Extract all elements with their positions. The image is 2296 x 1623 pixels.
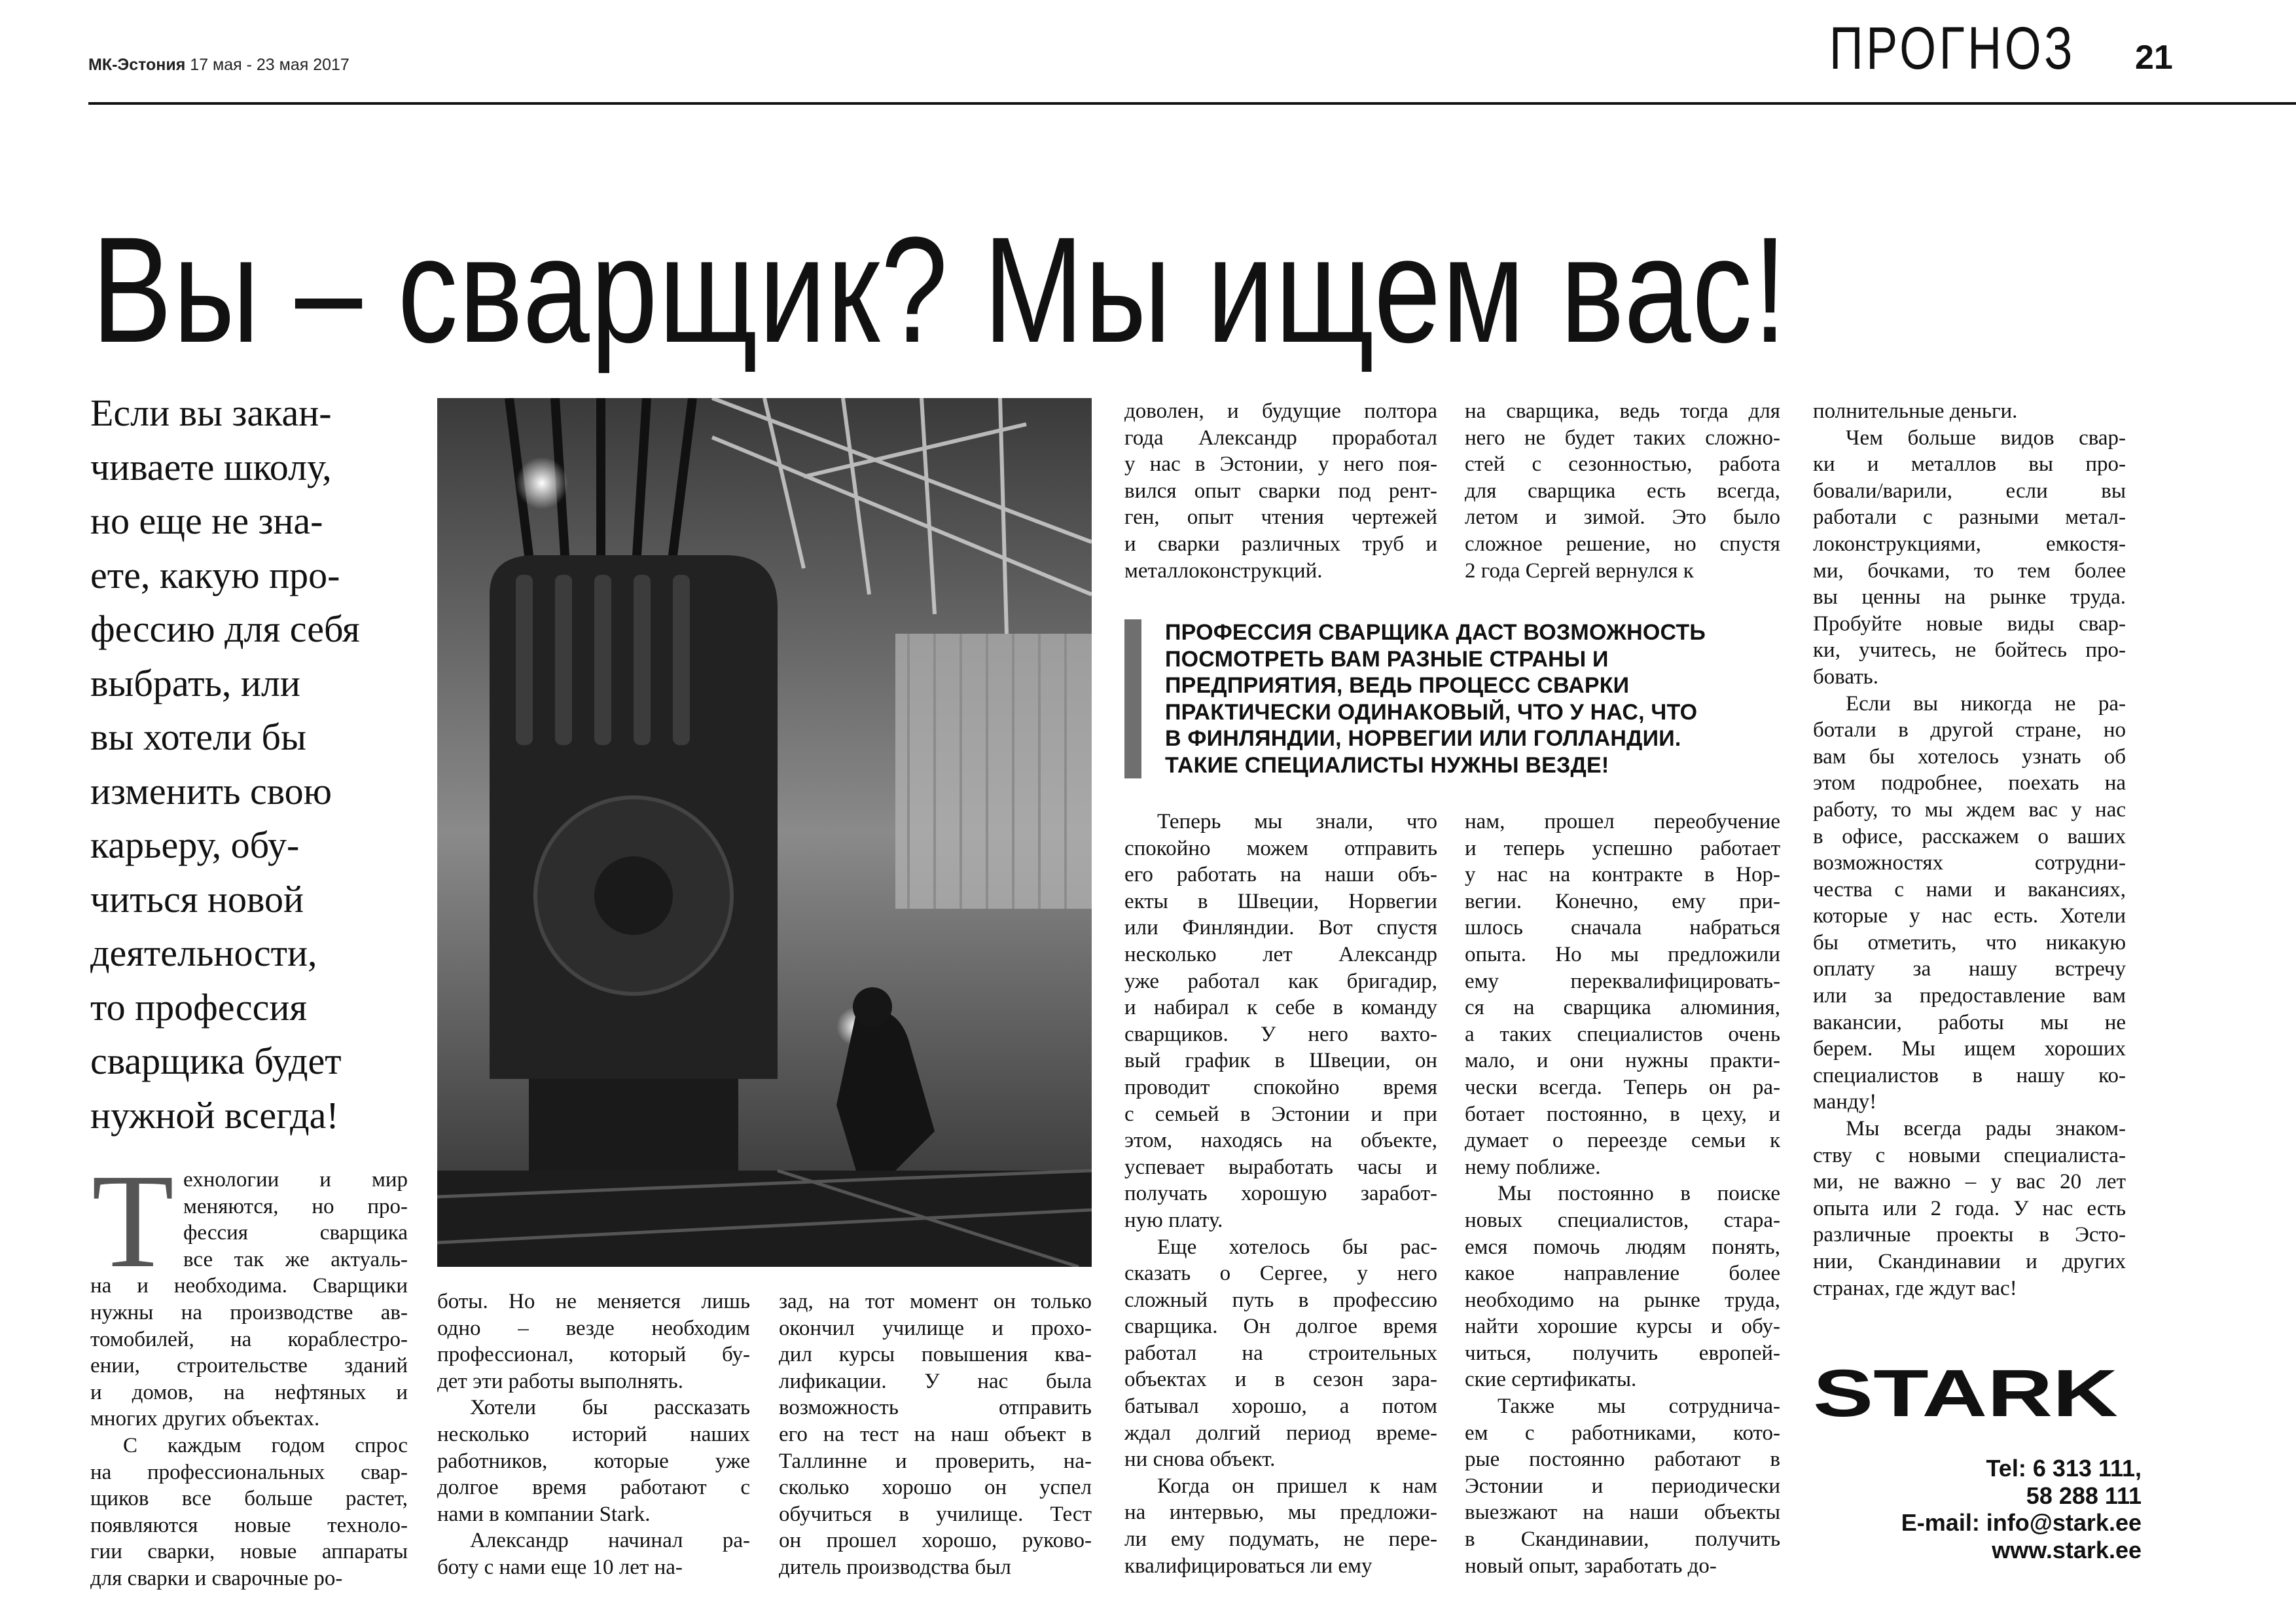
- text-line: сварщика. Он долгое время: [1124, 1315, 1437, 1339]
- text-line: его работать на наши объ-: [1124, 863, 1437, 887]
- text-line: бовали/варили, если вы: [1813, 479, 2126, 503]
- text-line: шлось сначала набраться: [1465, 916, 1780, 940]
- text-line: бовать.: [1813, 665, 1878, 689]
- text-line: ботали в другой стране, но: [1813, 718, 2126, 742]
- text-line: необходимо на рынке труда,: [1465, 1288, 1780, 1312]
- text-line: Еще хотелось бы рас-: [1157, 1235, 1437, 1259]
- publication-name: МК-Эстония: [88, 56, 186, 74]
- text-line: Теперь мы знали, что: [1157, 810, 1437, 833]
- text-line: несколько лет Александр: [1124, 942, 1437, 966]
- pull-quote: [1124, 619, 1766, 778]
- text-line: С каждым годом спрос: [123, 1433, 408, 1457]
- text-line: Если вы никогда не ра-: [1846, 691, 2126, 716]
- text-line: различные проекты в Эсто-: [1813, 1223, 2126, 1247]
- text-line: появляются новые техноло-: [90, 1513, 408, 1537]
- lead-line: выбрать, или: [90, 661, 300, 704]
- text-line: нами в компании Stark.: [437, 1502, 651, 1526]
- text-line: вегии. Конечно, ему при-: [1465, 889, 1780, 913]
- text-line: чески всегда. Теперь он ра-: [1465, 1075, 1780, 1099]
- text-line: стей с сезонностью, работа: [1465, 452, 1780, 477]
- text-line: дил курсы повышения ква-: [779, 1343, 1092, 1367]
- text-line: ему переквалифицировать-: [1465, 969, 1780, 993]
- text-line: батывал хорошо, а потом: [1124, 1395, 1437, 1419]
- text-line: странах, где ждут вас!: [1813, 1276, 2017, 1300]
- text-line: или за предоставление вам: [1813, 984, 2126, 1008]
- text-column-3: [779, 1288, 1092, 1581]
- text-line: Александр начинал ра-: [470, 1529, 750, 1553]
- text-line: уже работал как бригадир,: [1124, 969, 1437, 993]
- text-line: ки, учитесь, не бойтесь про-: [1813, 638, 2126, 663]
- text-column-6: [1813, 398, 2126, 1302]
- text-line: и набирал к себе в команду: [1124, 996, 1437, 1020]
- lead-line: чиваете школу,: [90, 445, 332, 488]
- text-column-5: [1465, 809, 1780, 1579]
- text-line: зад, на тот момент он только: [779, 1290, 1092, 1313]
- text-line: года Александр проработал: [1124, 426, 1437, 450]
- text-line: долгое время работают с: [437, 1476, 750, 1500]
- stark-logo: [1813, 1365, 2121, 1427]
- text-column-2: [437, 1288, 750, 1581]
- lead-line: сварщика будет: [90, 1040, 342, 1082]
- text-line: и теперь успешно работает: [1465, 836, 1780, 860]
- text-line: а таких специалистов очень: [1465, 1022, 1780, 1046]
- text-line: окончил училище и прохо-: [779, 1316, 1092, 1340]
- text-line: летом и зимой. Это было: [1465, 505, 1780, 530]
- pull-quote-text: [1165, 619, 1766, 778]
- text-line: думает о переезде семьи к: [1465, 1129, 1780, 1153]
- lead-line: изменить свою: [90, 769, 332, 812]
- text-line: работу, то мы ждем вас у нас: [1813, 797, 2126, 822]
- text-line: на сварщика, ведь тогда для: [1465, 399, 1780, 423]
- text-line: специалистов в нашу ко-: [1813, 1063, 2126, 1087]
- text-line: выезжают на наши объекты: [1465, 1501, 1780, 1525]
- text-line: Чем больше видов свар-: [1846, 426, 2126, 450]
- text-line: и сварки различных труб и: [1124, 532, 1437, 556]
- text-line: профессионал, который бу-: [437, 1343, 750, 1367]
- text-line: в Скандинавии, получить: [1465, 1527, 1780, 1552]
- page-number: 21: [2135, 39, 2173, 77]
- lead-line: то профессия: [90, 985, 308, 1029]
- text-line: локонструкциями, емкостя-: [1813, 532, 2126, 556]
- text-line: доволен, и будущие полтора: [1124, 399, 1437, 423]
- text-line: на и необходима. Сварщики: [90, 1274, 408, 1298]
- text-line: сварщиков. У него вахто-: [1124, 1022, 1437, 1046]
- lead-line: Если вы закан-: [90, 392, 332, 434]
- lead-line: нужной всегда!: [90, 1093, 339, 1137]
- text-line: сказать о Сергее, у него: [1124, 1262, 1437, 1286]
- text-line: в офисе, расскажем о ваших: [1813, 824, 2126, 848]
- text-line: вакансии, работы мы не: [1813, 1010, 2126, 1034]
- text-line: Хотели бы рассказать: [470, 1396, 750, 1420]
- lead-line: вы хотели бы: [90, 716, 306, 758]
- lead-line: ете, какую про-: [90, 553, 340, 596]
- text-line: ся на сварщика алюминия,: [1465, 996, 1780, 1020]
- website-url: www.stark.ee: [1992, 1536, 2142, 1563]
- header-rule: [88, 102, 2296, 105]
- text-line: этом, находясь на объекте,: [1124, 1129, 1437, 1153]
- pull-quote-bar: [1124, 619, 1141, 778]
- text-line: с семьей в Эстонии и при: [1124, 1102, 1437, 1126]
- text-line: вился опыт сварки под рент-: [1124, 479, 1437, 503]
- text-line: ботает постоянно, в цеху, и: [1465, 1102, 1780, 1126]
- text-line: манду!: [1813, 1090, 1877, 1114]
- text-line: Эстонии и периодически: [1465, 1474, 1780, 1498]
- text-line: ли ему подумать, не пере-: [1124, 1527, 1437, 1552]
- text-line: емся помочь людям понять,: [1465, 1235, 1780, 1259]
- text-line: бы отметить, что никакую: [1813, 930, 2126, 955]
- text-line: какое направление более: [1465, 1262, 1780, 1286]
- text-line: вый график в Швеции, он: [1124, 1049, 1437, 1073]
- pull-quote-line: В ФИНЛЯНДИИ, НОРВЕГИИ ИЛИ ГОЛЛАНДИИ.: [1165, 726, 1681, 751]
- text-column-4-top: [1124, 398, 1437, 584]
- text-line: возможность отправить: [779, 1396, 1092, 1420]
- text-line: читься, получить европей-: [1465, 1341, 1780, 1365]
- text-line: Пробуйте новые виды свар-: [1813, 611, 2126, 636]
- text-line: него не будет таких сложно-: [1465, 426, 1780, 450]
- text-line: ждал долгий период време-: [1124, 1421, 1437, 1445]
- text-line: у нас в Эстонии, у него поя-: [1124, 452, 1437, 477]
- text-line: мало, и они нужны практи-: [1465, 1049, 1780, 1073]
- text-column-5-top: [1465, 398, 1780, 584]
- text-line: ем с работниками, кото-: [1465, 1421, 1780, 1445]
- stark-contacts: [1801, 1455, 2142, 1563]
- pull-quote-line: ПОСМОТРЕТЬ ВАМ РАЗНЫЕ СТРАНЫ И: [1165, 646, 1609, 672]
- text-line: нии, Скандинавии и других: [1813, 1250, 2126, 1273]
- text-line: обучиться в училище. Тест: [779, 1502, 1092, 1526]
- text-line: нужны на производстве ав-: [90, 1300, 408, 1324]
- text-line: томобилей, на кораблестро-: [90, 1327, 408, 1351]
- text-line: у нас на контракте в Нор-: [1465, 863, 1780, 887]
- welding-workshop-photo: [437, 398, 1092, 1267]
- text-line: ную плату.: [1124, 1208, 1223, 1232]
- email-address: E-mail: info@stark.ee: [1901, 1509, 2142, 1536]
- text-line: рые постоянно работают в: [1465, 1448, 1780, 1472]
- text-line: спокойно можем отправить: [1124, 836, 1437, 860]
- lead-line: деятельности,: [90, 932, 317, 974]
- pull-quote-line: ПРОФЕССИЯ СВАРЩИКА ДАСТ ВОЗМОЖНОСТЬ: [1165, 620, 1706, 645]
- lead-line: фессию для себя: [90, 608, 360, 650]
- text-line: металлоконструкций.: [1124, 558, 1323, 583]
- text-line: Когда он пришел к нам: [1157, 1474, 1437, 1498]
- text-line: Таллинне и проверить, на-: [779, 1449, 1092, 1473]
- text-line: одно – везде необходим: [437, 1316, 750, 1340]
- text-line: квалифицироваться ли ему: [1124, 1554, 1372, 1578]
- pull-quote-line: ПРАКТИЧЕСКИ ОДИНАКОВЫЙ, ЧТО У НАС, ЧТО: [1165, 699, 1698, 725]
- text-line: берем. Мы ищем хороших: [1813, 1037, 2126, 1061]
- text-line: Мы постоянно в поиске: [1498, 1182, 1780, 1206]
- text-line: успевает выработать часы и: [1124, 1155, 1437, 1179]
- text-line: работали с разными метал-: [1813, 505, 2126, 530]
- text-line: ни снова объект.: [1124, 1448, 1276, 1472]
- text-line: фессия сварщика: [183, 1221, 408, 1245]
- phone-number: 58 288 111: [2026, 1482, 2142, 1509]
- text-line: его на тест на наш объект в: [779, 1422, 1092, 1446]
- text-line: дитель производства был: [779, 1555, 1011, 1579]
- section-name: ПРОГНОЗ: [1829, 15, 2076, 82]
- text-line: получать хорошую заработ-: [1124, 1182, 1437, 1206]
- text-line: этом подробнее, поехать на: [1813, 771, 2126, 795]
- pull-quote-line: ПРЕДПРИЯТИЯ, ВЕДЬ ПРОЦЕСС СВАРКИ: [1165, 673, 1630, 698]
- text-line: новых специалистов, стара-: [1465, 1208, 1780, 1232]
- text-line: оплату за нашу встречу: [1813, 957, 2126, 981]
- text-line: ехнологии и мир: [183, 1168, 408, 1192]
- text-line: для сварщика есть всегда,: [1465, 479, 1780, 503]
- text-line: работал на строительных: [1124, 1341, 1437, 1365]
- text-line: ми, бочками, то тем более: [1813, 558, 2126, 583]
- text-line: ми, не важно – у вас 20 лет: [1813, 1170, 2126, 1194]
- text-line: Также мы сотруднича-: [1498, 1395, 1780, 1419]
- text-line: ген, опыт чтения чертежей: [1124, 505, 1437, 530]
- text-line: ству с новыми специалиста-: [1813, 1143, 2126, 1167]
- lead-line: карьеру, обу-: [90, 824, 300, 866]
- text-line: вы ценны на рынке труда.: [1813, 585, 2126, 610]
- text-line: боты. Но не меняется лишь: [437, 1290, 750, 1313]
- text-line: работников, которые уже: [437, 1449, 750, 1473]
- text-line: Мы всегда рады знаком-: [1846, 1117, 2126, 1141]
- text-line: все так же актуаль-: [183, 1247, 408, 1271]
- text-line: найти хорошие курсы и обу-: [1465, 1315, 1780, 1339]
- stark-logo-text: STARK: [1813, 1365, 2118, 1424]
- text-line: полнительные деньги.: [1813, 399, 2018, 423]
- text-line: которые у нас есть. Хотели: [1813, 904, 2126, 928]
- pull-quote-line: ТАКИЕ СПЕЦИАЛИСТЫ НУЖНЫ ВЕЗДЕ!: [1165, 752, 1609, 778]
- text-column-1: [90, 1167, 408, 1592]
- text-line: на профессиональных свар-: [90, 1460, 408, 1484]
- text-line: сложный путь в профессию: [1124, 1288, 1437, 1312]
- text-line: на интервью, мы предложи-: [1124, 1501, 1437, 1525]
- text-line: ении, строительстве зданий: [90, 1354, 408, 1378]
- text-line: нему поближе.: [1465, 1155, 1601, 1179]
- text-line: дет эти работы выполнять.: [437, 1369, 683, 1393]
- article-lead: [90, 386, 408, 1142]
- masthead: [88, 56, 350, 75]
- text-line: сложное решение, но спустя: [1465, 532, 1780, 556]
- text-line: гии сварки, новые аппараты: [90, 1540, 408, 1564]
- text-line: опыта. Но мы предложили: [1465, 942, 1780, 966]
- text-line: щиков все больше растет,: [90, 1487, 408, 1511]
- text-line: ские сертификаты.: [1465, 1368, 1637, 1392]
- text-line: многих других объектах.: [90, 1407, 320, 1431]
- text-line: или Финляндии. Вот спустя: [1124, 916, 1437, 940]
- text-line: опыта или 2 года. У нас есть: [1813, 1196, 2126, 1220]
- text-line: и домов, на нефтяных и: [90, 1380, 408, 1404]
- text-line: лификации. У нас была: [779, 1369, 1092, 1393]
- lead-line: читься новой: [90, 877, 304, 921]
- text-line: екты в Швеции, Норвегии: [1124, 889, 1437, 913]
- text-line: меняются, но про-: [183, 1194, 408, 1218]
- phone-number: Tel: 6 313 111,: [1986, 1455, 2142, 1482]
- text-line: несколько историй наших: [437, 1422, 750, 1446]
- drop-cap: Т: [92, 1146, 174, 1296]
- text-line: 2 года Сергей вернулся к: [1465, 558, 1694, 583]
- text-line: возможностях сотрудни-: [1813, 851, 2126, 875]
- text-line: проводит спокойно время: [1124, 1075, 1437, 1099]
- text-line: для сварки и сварочные ро-: [90, 1566, 343, 1590]
- lead-line: но еще не зна-: [90, 500, 323, 542]
- text-line: он прошел хорошо, руково-: [779, 1529, 1092, 1553]
- text-column-4: [1124, 809, 1437, 1579]
- text-line: ки и металлов вы про-: [1813, 452, 2126, 477]
- text-line: объектах и в сезон зара-: [1124, 1368, 1437, 1392]
- text-line: чества с нами и вакансиях,: [1813, 877, 2126, 902]
- text-line: сколько хорошо он успел: [779, 1476, 1092, 1500]
- article-headline: Вы – сварщик? Мы ищем вас!: [92, 206, 1788, 374]
- text-line: новый опыт, заработать до-: [1465, 1554, 1717, 1578]
- text-line: боту с нами еще 10 лет на-: [437, 1555, 683, 1579]
- text-line: вам бы хотелось узнать об: [1813, 744, 2126, 769]
- issue-dates: 17 мая - 23 мая 2017: [190, 56, 350, 74]
- text-line: нам, прошел переобучение: [1465, 810, 1780, 833]
